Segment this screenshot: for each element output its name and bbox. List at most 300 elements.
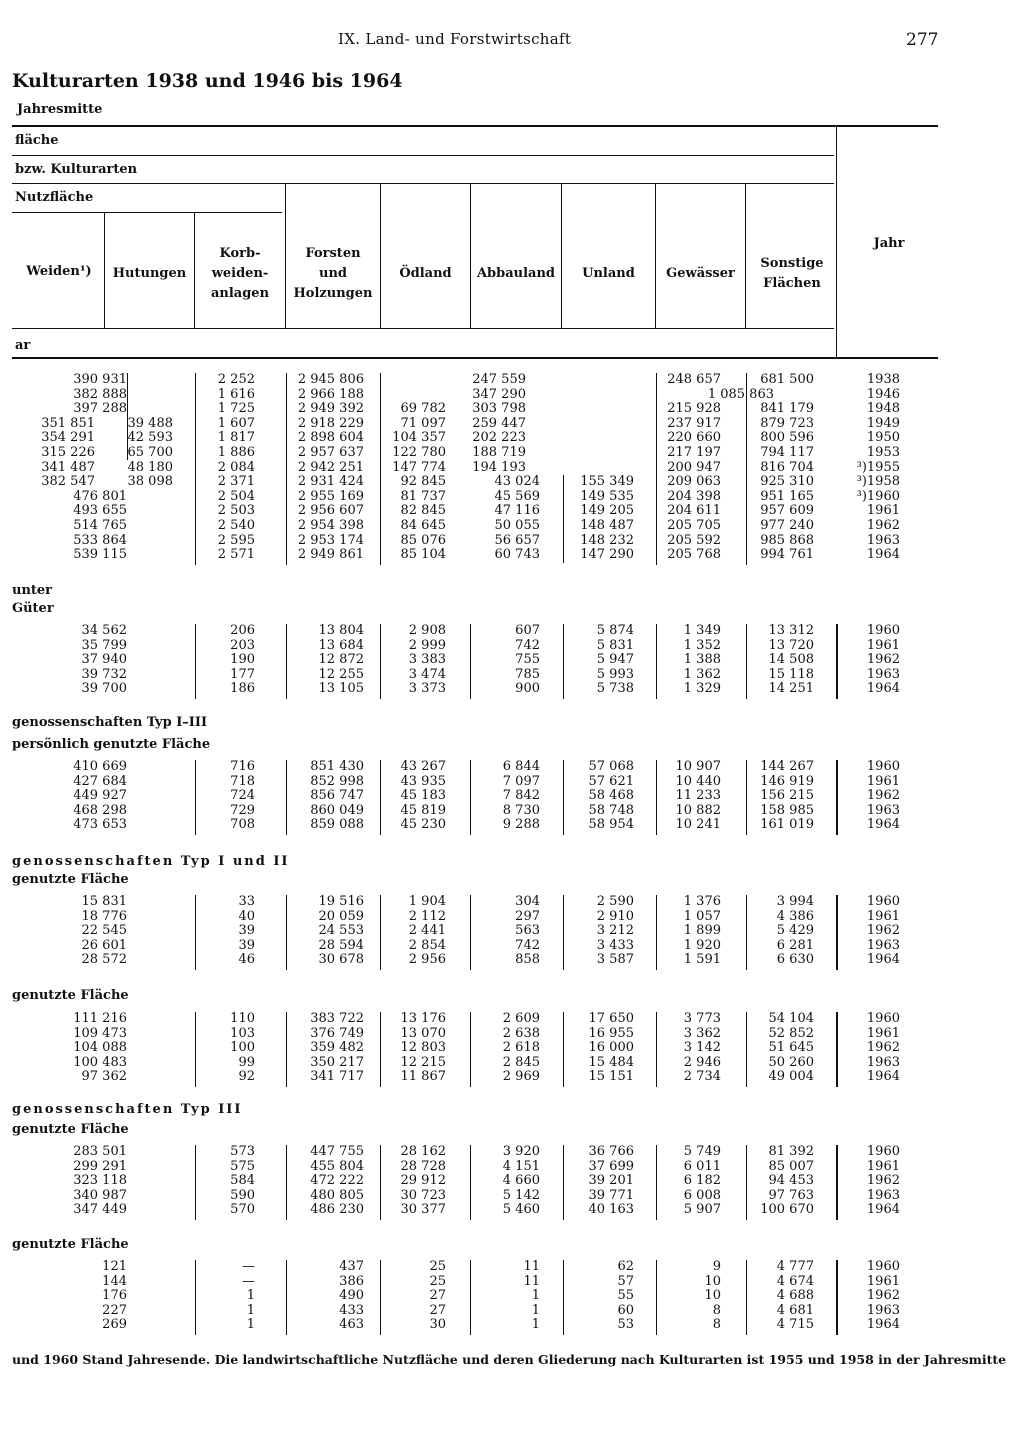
cell-abbauland: 2 638: [502, 1025, 540, 1041]
section-sublabel: genutzte Fläche: [12, 1237, 129, 1252]
cell-weiden: 476 801: [73, 488, 127, 504]
cell-forsten: 447 755: [310, 1144, 364, 1159]
cell-gewaesser: 10 241: [675, 817, 721, 833]
cell-korbweiden: 575: [230, 1158, 255, 1174]
cell-forsten: 2 949 861: [297, 547, 364, 563]
cell-weiden: 514 765: [73, 518, 127, 533]
cell-sonstige: 97 763: [768, 1187, 814, 1203]
cell-forsten: 463: [339, 1317, 364, 1333]
cell-weiden: 227: [102, 1302, 127, 1318]
cell-weiden: 121: [102, 1259, 127, 1274]
cell-jahr: 1948: [866, 401, 900, 417]
cell-sonstige: 4 777: [776, 1259, 814, 1274]
column-separator: [656, 373, 657, 565]
cell-gewaesser: 204 611: [667, 503, 721, 519]
cell-oedland: 25: [429, 1259, 446, 1274]
cell-forsten: 13 804: [318, 623, 364, 638]
cell-unland: 148 487: [580, 518, 634, 533]
cell-oedland: 82 845: [400, 503, 446, 519]
cell-hutungen: 48 180: [127, 459, 173, 475]
section-sublabel: Güter: [12, 601, 54, 616]
cell-oedland: 2 999: [408, 637, 446, 653]
cell-sonstige: 6 281: [776, 937, 814, 953]
cell-gewaesser: 3 773: [683, 1011, 721, 1026]
cell-korbweiden: 100: [230, 1040, 255, 1056]
header-divider-jahr: [836, 125, 837, 358]
cell-oedland: 13 176: [400, 1011, 446, 1026]
cell-abbauland: 785: [515, 666, 540, 682]
column-separator: [656, 895, 657, 970]
cell-jahr: 1962: [866, 1040, 900, 1056]
cell-oedland: 85 104: [400, 547, 446, 563]
column-separator: [195, 1260, 196, 1335]
cell-korbweiden: 110: [230, 1011, 255, 1026]
header-rule-3: [12, 212, 282, 213]
cell-korbweiden: 1: [246, 1302, 255, 1318]
cell-oedland: 43 935: [400, 773, 446, 789]
cell-korbweiden: 203: [230, 637, 255, 653]
cell-abbauland: 858: [515, 952, 540, 968]
cell-forsten: 433: [339, 1302, 364, 1318]
column-separator: [563, 1012, 564, 1087]
cell-jahr: 1961: [866, 908, 900, 924]
cell-gewaesser: 1 376: [683, 894, 721, 909]
cell-weiden: 539 115: [73, 547, 127, 563]
colhead-jahr: Jahr: [873, 236, 905, 251]
column-separator: [195, 373, 196, 565]
column-separator: [380, 895, 381, 970]
cell-abbauland: 11: [523, 1259, 540, 1274]
cell-jahr: 1964: [866, 1069, 900, 1085]
cell-abbauland: 1: [531, 1317, 540, 1333]
cell-korbweiden: —: [242, 1273, 255, 1289]
cell-oedland: 81 737: [400, 488, 446, 504]
header-unit: ar: [15, 338, 31, 353]
cell-unland: 39 771: [588, 1187, 634, 1203]
cell-weiden: 37 940: [81, 652, 127, 668]
colhead-sonstige: Sonstige Flächen: [760, 256, 824, 291]
cell-korbweiden: 2 504: [217, 488, 255, 504]
cell-gewaesser: 10: [704, 1288, 721, 1304]
cell-gewaesser: 10 440: [675, 773, 721, 789]
cell-korbweiden: 39: [238, 923, 255, 939]
cell-unland: 3 212: [596, 923, 634, 939]
cell-forsten: 30 678: [318, 952, 364, 968]
cell-sonstige: 158 985: [760, 802, 814, 818]
cell-gewaesser: 5 907: [683, 1202, 721, 1218]
header-divider-6: [561, 183, 562, 328]
header-row-kulturarten: bzw. Kulturarten: [15, 162, 138, 177]
cell-forsten: 359 482: [310, 1040, 364, 1056]
cell-hutungen: 39 488: [127, 415, 173, 431]
cell-abbauland: 2 618: [502, 1040, 540, 1056]
cell-jahr: 1962: [866, 788, 900, 804]
cell-gewaesser: 205 705: [667, 518, 721, 533]
column-separator: [656, 1260, 657, 1335]
column-separator: [286, 1260, 287, 1335]
cell-jahr: 1950: [866, 430, 900, 446]
cell-unland: 2 910: [596, 908, 634, 924]
column-separator: [380, 1260, 381, 1335]
cell-abbauland-unland: 259 447: [472, 415, 526, 431]
column-separator: [195, 1012, 196, 1087]
cell-gewaesser: 204 398: [667, 488, 721, 504]
cell-weiden: 22 545: [81, 923, 127, 939]
cell-weiden: 144: [102, 1273, 127, 1289]
cell-gewaesser: 8: [712, 1317, 721, 1333]
cell-weiden: 449 927: [73, 788, 127, 804]
cell-unland: 58 954: [588, 817, 634, 833]
cell-gewaesser: 6 008: [683, 1187, 721, 1203]
cell-forsten: 486 230: [310, 1202, 364, 1218]
cell-forsten: 2 966 188: [297, 386, 364, 402]
section-label: genossenschaften Typ I–III: [12, 715, 208, 730]
cell-abbauland: 563: [515, 923, 540, 939]
cell-unland: 16 955: [588, 1025, 634, 1041]
cell-weiden: 26 601: [81, 937, 127, 953]
cell-korbweiden: 2 371: [217, 474, 255, 490]
cell-unland: 5 874: [596, 623, 634, 638]
cell-abbauland: 47 116: [494, 503, 540, 519]
cell-weiden: 18 776: [81, 908, 127, 924]
column-separator: [746, 895, 747, 970]
cell-weiden: 533 864: [73, 532, 127, 548]
column-separator: [563, 895, 564, 970]
cell-unland: 149 205: [580, 503, 634, 519]
cell-weiden: 97 362: [81, 1069, 127, 1085]
cell-abbauland: 1: [531, 1288, 540, 1304]
cell-jahr: 1949: [866, 415, 900, 431]
cell-weiden: 351 851: [41, 415, 95, 431]
cell-jahr: 1962: [866, 652, 900, 668]
cell-sonstige: 81 392: [768, 1144, 814, 1159]
colhead-hutungen: Hutungen: [112, 266, 187, 281]
table-subtitle: Jahresmitte: [17, 102, 103, 117]
cell-korbweiden: 1 886: [217, 445, 255, 460]
cell-weiden: 100 483: [73, 1054, 127, 1070]
cell-abbauland: 60 743: [494, 547, 540, 563]
cell-unland: 2 590: [596, 894, 634, 909]
cell-korbweiden: 1: [246, 1288, 255, 1304]
cell-sonstige: 800 596: [760, 430, 814, 446]
cell-sonstige: 985 868: [760, 532, 814, 548]
cell-korbweiden: 40: [238, 908, 255, 924]
cell-weiden: 473 653: [73, 817, 127, 833]
cell-forsten: 472 222: [310, 1173, 364, 1189]
cell-forsten: 860 049: [310, 802, 364, 818]
header-top-rule: [12, 125, 938, 127]
cell-unland: 55: [617, 1288, 634, 1304]
cell-oedland: 85 076: [400, 532, 446, 548]
cell-sonstige: 49 004: [768, 1069, 814, 1085]
cell-forsten: 852 998: [310, 773, 364, 789]
cell-forsten: 490: [339, 1288, 364, 1304]
section-label: genossenschaften Typ III: [12, 1102, 243, 1117]
cell-oedland: 13 070: [400, 1025, 446, 1041]
cell-jahr: 1963: [866, 666, 900, 682]
year-separator: [836, 895, 838, 970]
cell-gewaesser: 215 928: [667, 401, 721, 417]
cell-unland: 5 831: [596, 637, 634, 653]
cell-sonstige: 879 723: [760, 415, 814, 431]
column-separator: [380, 1145, 381, 1220]
cell-korbweiden: 590: [230, 1187, 255, 1203]
column-separator: [286, 373, 287, 565]
cell-jahr: 1961: [866, 503, 900, 519]
cell-jahr: 1964: [866, 681, 900, 697]
page-number: 277: [906, 30, 939, 50]
cell-jahr: 1960: [866, 1144, 900, 1159]
cell-oedland: 3 373: [408, 681, 446, 697]
column-separator: [195, 1145, 196, 1220]
column-separator: [563, 624, 564, 699]
cell-unland: 149 535: [580, 488, 634, 504]
cell-abbauland-unland: 247 559: [472, 372, 526, 387]
cell-unland: 40 163: [588, 1202, 634, 1218]
cell-sonstige: 52 852: [768, 1025, 814, 1041]
column-separator: [470, 1012, 471, 1087]
column-separator: [286, 1145, 287, 1220]
colhead-korbweiden: Korb- weiden- anlagen: [210, 246, 270, 301]
cell-gewaesser: 1 899: [683, 923, 721, 939]
cell-forsten: 24 553: [318, 923, 364, 939]
column-separator: [195, 895, 196, 970]
cell-jahr: 1961: [866, 1158, 900, 1174]
year-separator: [836, 760, 838, 835]
cell-forsten: 386: [339, 1273, 364, 1289]
cell-sonstige: 3 994: [776, 894, 814, 909]
cell-gewaesser: 3 362: [683, 1025, 721, 1041]
header-divider-2: [194, 212, 195, 328]
cell-jahr: 1963: [866, 1302, 900, 1318]
cell-weiden: 354 291: [41, 430, 95, 446]
cell-sonstige: 841 179: [760, 401, 814, 417]
cell-gewaesser: 205 592: [667, 532, 721, 548]
cell-gewaesser: 2 734: [683, 1069, 721, 1085]
cell-gewaesser: 205 768: [667, 547, 721, 563]
cell-oedland: 2 112: [408, 908, 446, 924]
cell-abbauland: 742: [515, 937, 540, 953]
cell-gewaesser: 209 063: [667, 474, 721, 490]
column-separator: [746, 1012, 747, 1087]
cell-abbauland: 304: [515, 894, 540, 909]
cell-sonstige: 4 715: [776, 1317, 814, 1333]
cell-sonstige: 94 453: [768, 1173, 814, 1189]
column-separator: [563, 1260, 564, 1335]
cell-jahr: 1960: [866, 1259, 900, 1274]
cell-jahr: 1963: [866, 1187, 900, 1203]
cell-unland: 39 201: [588, 1173, 634, 1189]
section-label: unter: [12, 583, 53, 598]
cell-jahr: 1964: [866, 1202, 900, 1218]
cell-gewaesser-sonstige: 1 085 863: [707, 386, 774, 402]
cell-abbauland: 900: [515, 681, 540, 697]
cell-jahr: 1961: [866, 773, 900, 789]
cell-gewaesser: 10 907: [675, 759, 721, 774]
cell-oedland: 30 377: [400, 1202, 446, 1218]
cell-forsten: 480 805: [310, 1187, 364, 1203]
cell-jahr: 1962: [866, 923, 900, 939]
cell-korbweiden: 2 084: [217, 459, 255, 475]
cell-gewaesser: 217 197: [667, 445, 721, 460]
cell-abbauland: 5 142: [502, 1187, 540, 1203]
cell-forsten: 350 217: [310, 1054, 364, 1070]
cell-jahr: 1960: [866, 759, 900, 774]
cell-jahr: 1963: [866, 802, 900, 818]
cell-abbauland: 2 969: [502, 1069, 540, 1085]
cell-hutungen: 65 700: [127, 445, 173, 460]
cell-hutungen: 38 098: [127, 474, 173, 490]
cell-korbweiden: 39: [238, 937, 255, 953]
header-divider-4: [380, 183, 381, 328]
cell-sonstige: 85 007: [768, 1158, 814, 1174]
column-separator: [470, 760, 471, 835]
cell-oedland: 30 723: [400, 1187, 446, 1203]
column-separator: [470, 1260, 471, 1335]
cell-oedland: 43 267: [400, 759, 446, 774]
cell-unland: 53: [617, 1317, 634, 1333]
year-separator: [836, 624, 838, 699]
cell-jahr: 1963: [866, 937, 900, 953]
cell-unland: 58 468: [588, 788, 634, 804]
cell-gewaesser: 1 057: [683, 908, 721, 924]
cell-weiden: 382 547: [41, 474, 95, 490]
cell-sonstige: 4 688: [776, 1288, 814, 1304]
cell-sonstige: 977 240: [760, 518, 814, 533]
cell-forsten: 2 956 607: [297, 503, 364, 519]
cell-forsten: 2 954 398: [297, 518, 364, 533]
cell-jahr: 1964: [866, 1317, 900, 1333]
cell-gewaesser: 248 657: [667, 372, 721, 387]
cell-oedland: 122 780: [392, 445, 446, 460]
column-separator: [656, 1145, 657, 1220]
colhead-forsten: Forsten und Holzungen: [293, 246, 373, 301]
cell-abbauland: 742: [515, 637, 540, 653]
cell-forsten: 2 953 174: [297, 532, 364, 548]
column-separator: [470, 895, 471, 970]
cell-gewaesser: 10 882: [675, 802, 721, 818]
cell-gewaesser: 200 947: [667, 459, 721, 475]
cell-oedland: 69 782: [400, 401, 446, 417]
column-separator: [286, 1012, 287, 1087]
cell-forsten: 12 255: [318, 666, 364, 682]
cell-sonstige: 15 118: [768, 666, 814, 682]
cell-weiden: 427 684: [73, 773, 127, 789]
cell-gewaesser: 1 352: [683, 637, 721, 653]
running-head: IX. Land- und Forstwirtschaft: [338, 30, 572, 48]
cell-weiden: 341 487: [41, 459, 95, 475]
cell-abbauland: 4 660: [502, 1173, 540, 1189]
cell-jahr: 1953: [866, 445, 900, 460]
cell-abbauland-unland: 194 193: [472, 459, 526, 475]
cell-oedland: 92 845: [400, 474, 446, 490]
cell-oedland: 1 904: [408, 894, 446, 909]
cell-sonstige: 14 508: [768, 652, 814, 668]
cell-korbweiden: 1: [246, 1317, 255, 1333]
cell-sonstige: 4 386: [776, 908, 814, 924]
cell-abbauland: 297: [515, 908, 540, 924]
cell-forsten: 2 949 392: [297, 401, 364, 417]
cell-sonstige: 13 312: [768, 623, 814, 638]
cell-unland: 5 738: [596, 681, 634, 697]
cell-weiden: 315 226: [41, 445, 95, 460]
column-separator: [195, 624, 196, 699]
header-divider-5: [470, 183, 471, 328]
cell-unland: 155 349: [580, 474, 634, 490]
cell-forsten: 2 957 637: [297, 445, 364, 460]
cell-unland: 15 484: [588, 1054, 634, 1070]
column-separator: [656, 624, 657, 699]
cell-jahr: ³)1960: [856, 488, 900, 504]
cell-gewaesser: 6 011: [683, 1158, 721, 1174]
header-rule-2: [12, 183, 834, 184]
colhead-abbauland: Abbauland: [476, 266, 556, 281]
cell-gewaesser: 3 142: [683, 1040, 721, 1056]
cell-korbweiden: 716: [230, 759, 255, 774]
cell-oedland: 45 230: [400, 817, 446, 833]
cell-abbauland-unland: 347 290: [472, 386, 526, 402]
cell-sonstige: 5 429: [776, 923, 814, 939]
cell-weiden: 15 831: [81, 894, 127, 909]
cell-gewaesser: 11 233: [675, 788, 721, 804]
year-separator: [836, 1145, 838, 1220]
cell-abbauland: 8 730: [502, 802, 540, 818]
cell-oedland: 12 215: [400, 1054, 446, 1070]
cell-jahr: 1964: [866, 547, 900, 563]
cell-sonstige: 957 609: [760, 503, 814, 519]
cell-forsten: 2 918 229: [297, 415, 364, 431]
cell-korbweiden: 177: [230, 666, 255, 682]
cell-forsten: 2 945 806: [297, 372, 364, 387]
column-separator: [746, 1145, 747, 1220]
cell-korbweiden: 570: [230, 1202, 255, 1218]
cell-sonstige: 144 267: [760, 759, 814, 774]
cell-oedland: 104 357: [392, 430, 446, 446]
cell-sonstige: 14 251: [768, 681, 814, 697]
cell-oedland: 25: [429, 1273, 446, 1289]
cell-unland: 57 621: [588, 773, 634, 789]
cell-weiden: 390 931: [73, 372, 127, 387]
cell-jahr: 1964: [866, 817, 900, 833]
cell-gewaesser: 9: [712, 1259, 721, 1274]
cell-forsten: 437: [339, 1259, 364, 1274]
cell-unland: 57: [617, 1273, 634, 1289]
cell-jahr: 1961: [866, 1025, 900, 1041]
header-divider-3: [285, 183, 286, 328]
cell-abbauland-unland: 303 798: [472, 401, 526, 417]
cell-jahr: 1963: [866, 532, 900, 548]
cell-unland: 37 699: [588, 1158, 634, 1174]
colhead-oedland: Ödland: [399, 266, 452, 281]
cell-korbweiden: 1 616: [217, 386, 255, 402]
cell-forsten: 2 942 251: [297, 459, 364, 475]
cell-weiden: 299 291: [73, 1158, 127, 1174]
cell-weiden: 39 732: [81, 666, 127, 682]
cell-abbauland: 755: [515, 652, 540, 668]
cell-weiden: 283 501: [73, 1144, 127, 1159]
column-separator: [563, 475, 564, 563]
cell-unland: 5 947: [596, 652, 634, 668]
cell-abbauland-unland: 188 719: [472, 445, 526, 460]
cell-weiden: 382 888: [73, 386, 127, 402]
year-separator: [836, 1260, 838, 1335]
cell-korbweiden: 92: [238, 1069, 255, 1085]
section-label: genossenschaften Typ I und II: [12, 854, 290, 869]
cell-korbweiden: 33: [238, 894, 255, 909]
cell-forsten: 28 594: [318, 937, 364, 953]
cell-forsten: 851 430: [310, 759, 364, 774]
cell-oedland: 2 441: [408, 923, 446, 939]
